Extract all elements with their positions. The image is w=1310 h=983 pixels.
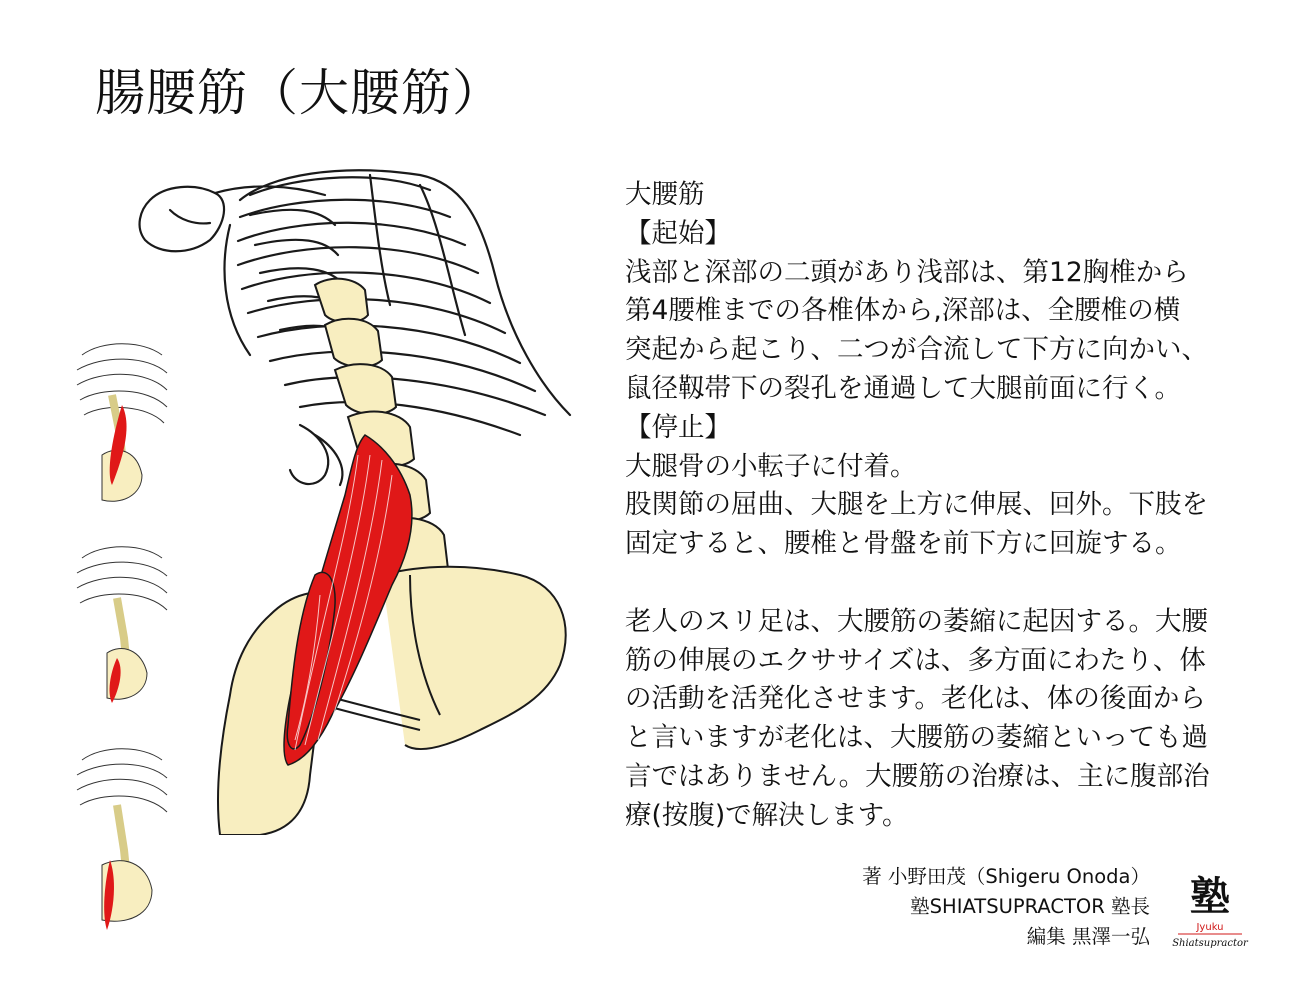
thumbnail-illustration-1 — [62, 335, 177, 515]
action-line: 股関節の屈曲、大腿を上方に伸展、回外。下肢を — [625, 489, 1208, 521]
description-text — [625, 176, 1265, 836]
logo-brand: Shiatsupractor — [1172, 938, 1248, 949]
commentary-line: 療(按腹)で解決します。 — [625, 799, 909, 831]
commentary-line: の活動を活発化させます。老化は、体の後面から — [625, 683, 1206, 715]
school-credit: 塾SHIATSUPRACTOR 塾長 — [910, 895, 1150, 918]
page-title: 腸腰筋（大腰筋） — [95, 64, 503, 122]
thumbnail-illustration-3 — [62, 740, 177, 935]
logo-romaji: Jyuku — [1196, 922, 1224, 933]
author-credit: 著 小野田茂（Shigeru Onoda） — [862, 865, 1150, 888]
credits — [790, 862, 1150, 952]
thumbnail-illustration-2 — [62, 538, 177, 718]
origin-line: 第4腰椎までの各椎体から,深部は、全腰椎の横 — [625, 295, 1181, 327]
commentary-line: と言いますが老化は、大腰筋の萎縮といっても過 — [625, 722, 1208, 754]
origin-line: 浅部と深部の二頭があり浅部は、第12胸椎から — [625, 256, 1189, 288]
action-line: 固定すると、腰椎と骨盤を前下方に回旋する。 — [625, 528, 1182, 560]
insertion-line: 大腿骨の小転子に付着。 — [625, 450, 917, 482]
editor-credit: 編集 黒澤一弘 — [1026, 925, 1150, 948]
origin-heading: 【起始】 — [625, 217, 731, 249]
origin-line: 突起から起こり、二つが合流して下方に向かい、 — [625, 334, 1208, 366]
origin-line: 鼠径靱帯下の裂孔を通過して大腿前面に行く。 — [625, 372, 1181, 404]
paragraph-spacer — [625, 564, 1265, 603]
commentary-line: 筋の伸展のエクササイズは、多方面にわたり、体 — [625, 644, 1206, 676]
logo-kanji: 塾 — [1190, 873, 1230, 920]
psoas-anatomy-illustration — [120, 155, 590, 835]
insertion-heading: 【停止】 — [625, 411, 731, 443]
commentary-line: 言ではありません。大腰筋の治療は、主に腹部治 — [625, 760, 1210, 792]
muscle-name: 大腰筋 — [625, 179, 705, 210]
commentary-line: 老人のスリ足は、大腰筋の萎縮に起因する。大腰 — [625, 605, 1208, 637]
jyuku-logo — [1160, 868, 1260, 953]
